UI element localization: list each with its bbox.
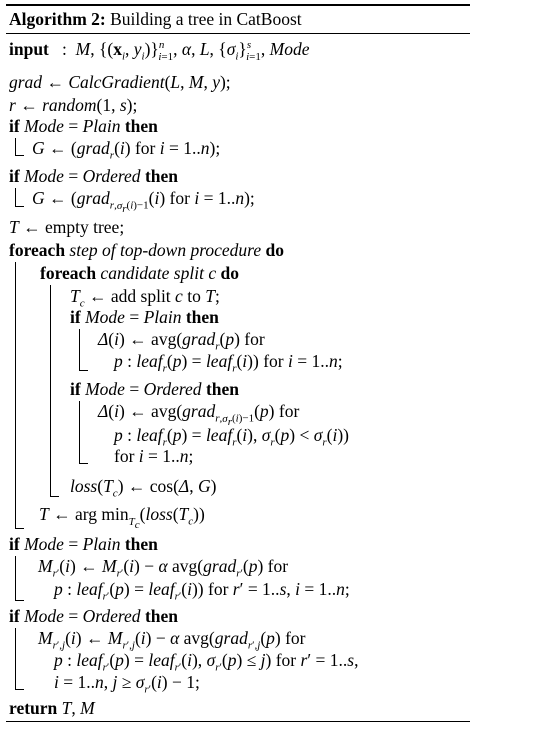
line-text: Δ(i) ← avg(grad$_r$(p) for (98, 329, 265, 353)
line-text: G ← (grad$_{r,\sigma_r(i)-1}$(i) for i = 1..n); (32, 188, 255, 215)
line-text: if Mode = Plain then (70, 307, 219, 327)
block-bar (15, 138, 16, 156)
line-text: T ← arg $\min_{T_c}(loss(T_c))$ (39, 504, 205, 531)
bottom-rule (6, 721, 470, 722)
foreach-step (9, 240, 284, 260)
line-delta-ordered (98, 401, 300, 428)
top-rule (6, 4, 470, 6)
caption-title: Building a tree in CatBoost (110, 9, 302, 29)
if-plain-2 (70, 307, 219, 327)
block-bar (79, 401, 80, 464)
line-text: T ← empty tree; (9, 217, 125, 237)
if-ordered-1 (9, 166, 178, 186)
block-tick (79, 370, 88, 371)
line-text: G ← (grad$_r$(i) for i = 1..n); (32, 138, 221, 162)
if-plain-1 (9, 116, 158, 136)
block-bar (15, 628, 16, 690)
block-tick (15, 528, 24, 529)
line-text: p : leaf$_r$(p) = leaf$_r$(i), $\sigma_r(p) < \sigma_r(i)$) (114, 425, 349, 449)
line-text: p : leaf$_{r'}$(p) = leaf$_{r'}$(i), $\sigma_{r'}(p) \le j$) for r′ = 1..s, (54, 650, 359, 674)
line-loss (70, 476, 217, 500)
block-bar (15, 556, 16, 601)
algorithm-caption (9, 9, 302, 29)
line-text: $M_{r'}(i)$ ← $M_{r'}(i) - \alpha$ avg(grad$_{r'}$(p) for (38, 556, 289, 580)
return-line (9, 698, 95, 718)
line-G-plain (32, 138, 221, 162)
line-text: foreach candidate split c do (40, 263, 239, 283)
input-line (9, 39, 310, 63)
if-plain-3 (9, 534, 158, 554)
line-text: $loss(T_c)$ ← cos(Δ, G) (70, 476, 217, 500)
line-M-ordered-cont (54, 650, 359, 674)
block-bar (15, 188, 16, 207)
line-text: foreach step of top-down procedure do (9, 240, 284, 260)
line-text: $T_c$ ← add split c to T; (70, 286, 220, 310)
line-M-plain (38, 556, 289, 580)
line-text: Δ(i) ← avg(grad$_{r,\sigma_r(i)-1}$(p) for (98, 401, 300, 428)
line-text: r ← random(1, s); (9, 95, 138, 115)
block-tick (15, 689, 24, 690)
block-tick (15, 155, 24, 156)
line-text: grad ← CalcGradient(L, M, y); (9, 72, 231, 92)
input-keyword: input (9, 39, 49, 59)
line-delta-plain-cont (114, 351, 343, 375)
line-M-plain-cont (54, 579, 350, 603)
line-delta-ordered-cont (114, 425, 349, 449)
line-delta-ordered-end (114, 446, 193, 466)
line-grad (9, 72, 231, 92)
line-argmin (39, 504, 205, 531)
block-tick (50, 496, 59, 497)
line-text: $M_{r',j}(i)$ ← $M_{r',j}(i) - \alpha$ avg(grad$_{r',j}$(p) for (38, 628, 306, 652)
block-tick (15, 206, 24, 207)
line-text: if Mode = Plain then (9, 534, 158, 554)
line-text: if Mode = Ordered then (70, 379, 239, 399)
foreach-split (40, 263, 239, 283)
line-text: for i = 1..n; (114, 446, 194, 466)
block-tick (15, 600, 24, 601)
line-M-ordered (38, 628, 306, 652)
line-text: if Mode = Ordered then (9, 606, 178, 626)
line-text: i = 1..n, $j \ge \sigma_{r'}(i) - 1$; (54, 672, 200, 696)
if-ordered-3 (9, 606, 178, 626)
if-ordered-2 (70, 379, 239, 399)
line-text: return T, M (9, 698, 95, 718)
line-G-ordered (32, 188, 255, 215)
line-empty-tree (9, 217, 124, 237)
line-M-ordered-end (54, 672, 200, 696)
block-bar (79, 329, 80, 371)
line-delta-plain (98, 329, 265, 353)
input-params: : M, {($x_i$, $y_i)\}^n_{i=1}$, α, L, $\{\sigma_i\}^s_{i=1}$, Mode (53, 39, 310, 63)
line-text: p : leaf$_r$(p) = leaf$_r$(i)) for i = 1..n; (114, 351, 343, 375)
block-tick (79, 463, 88, 464)
block-bar (15, 262, 16, 529)
line-text: p : leaf$_{r'}$(p) = leaf$_{r'}$(i)) for r′ = 1..s, i = 1..n; (54, 579, 350, 603)
line-Tc (70, 286, 220, 310)
caption-rule (6, 33, 470, 34)
line-text: if Mode = Plain then (9, 116, 158, 136)
block-bar (50, 285, 51, 497)
line-text: if Mode = Ordered then (9, 166, 178, 186)
line-random (9, 95, 137, 115)
caption-label: Algorithm 2: (9, 9, 106, 29)
